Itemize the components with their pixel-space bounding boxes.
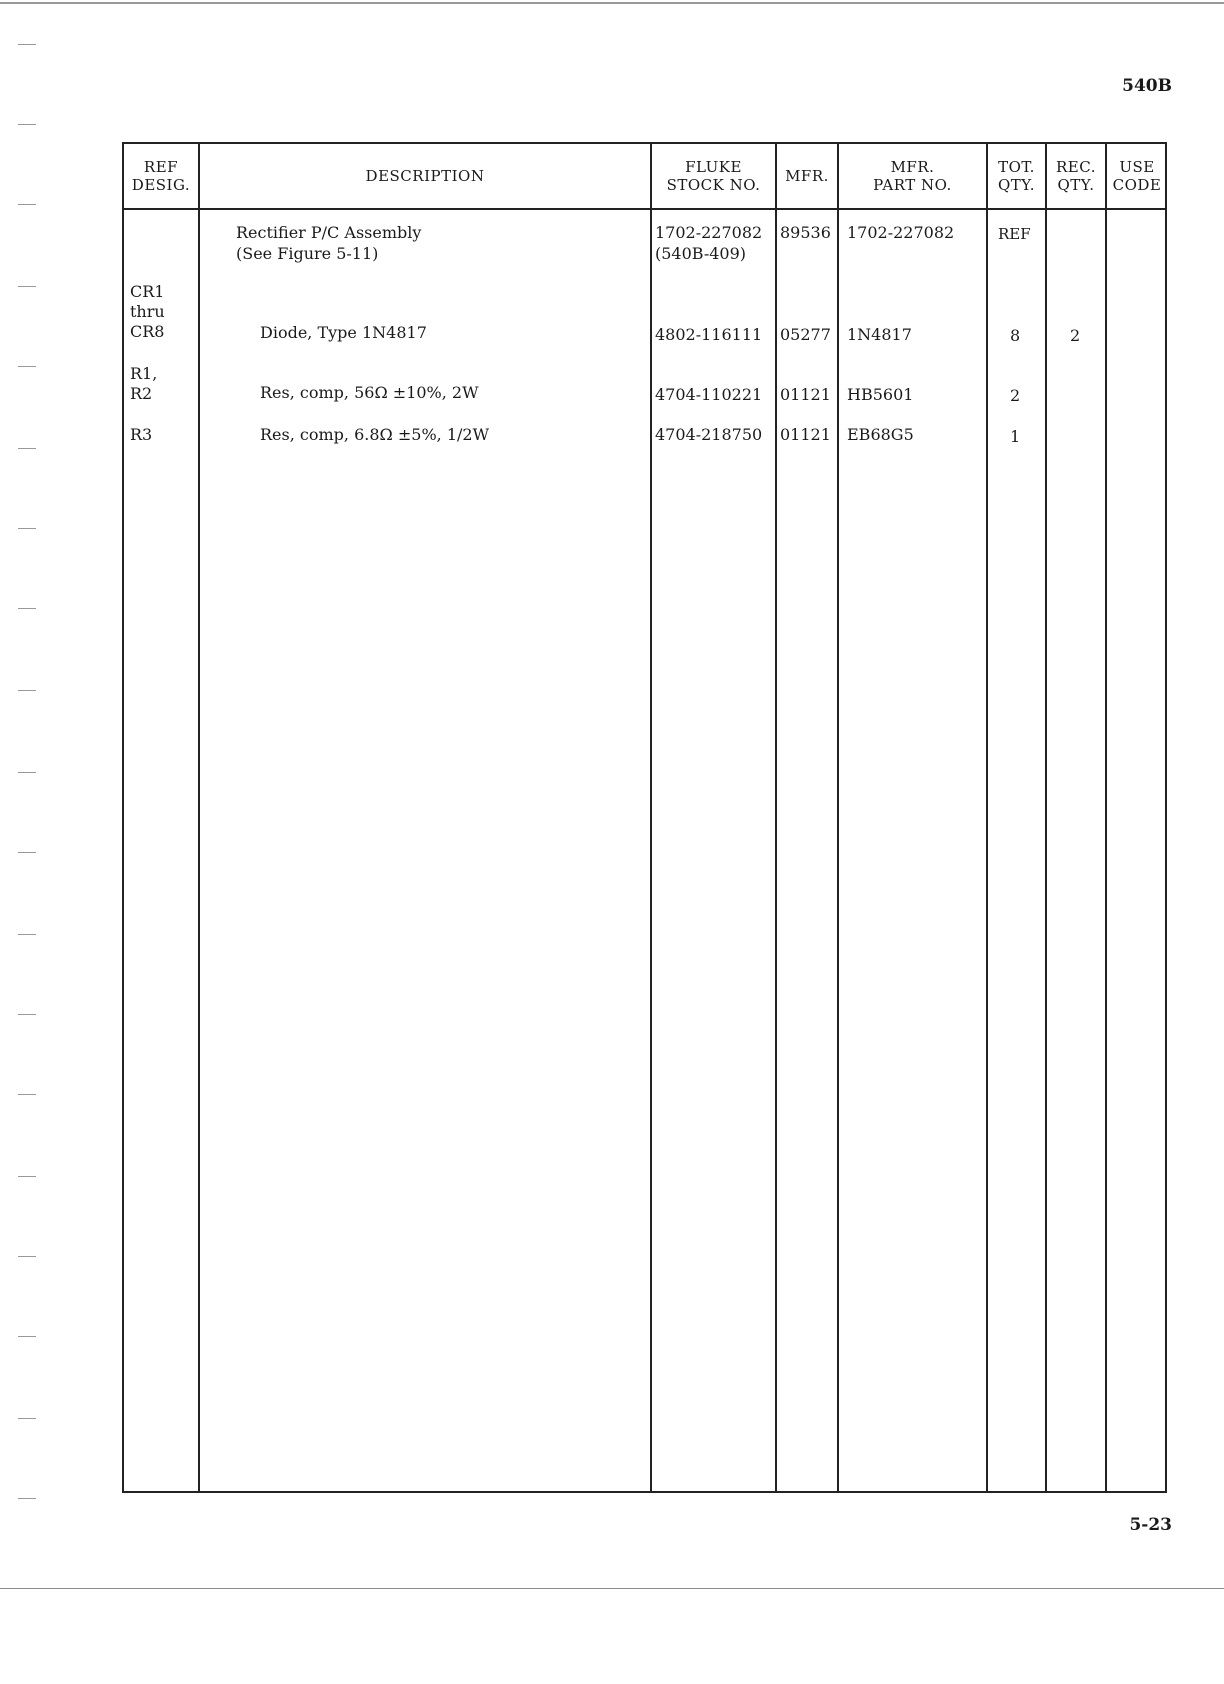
header-description — [200, 144, 650, 208]
margin-tick — [18, 690, 36, 691]
header-stock-no-line: STOCK NO. — [666, 176, 761, 194]
margin-tick — [18, 124, 36, 125]
margin-tick — [18, 1336, 36, 1337]
part-no-cell: EB68G5 — [847, 425, 914, 444]
bottom-rule — [0, 1588, 1224, 1589]
margin-tick — [18, 1176, 36, 1177]
mfr-cell: 05277 — [780, 325, 831, 344]
header-stock-no — [652, 144, 775, 208]
header-description-line: DESCRIPTION — [365, 167, 485, 185]
stock-no-cell: 4802-116111 — [655, 325, 763, 344]
margin-tick — [18, 1256, 36, 1257]
header-tot-qty — [988, 144, 1045, 208]
margin-tick — [18, 1498, 36, 1499]
margin-tick — [18, 366, 36, 367]
header-tot-qty-line: TOT. — [998, 158, 1035, 176]
tot-qty-cell: REF — [998, 225, 1031, 243]
part-no-cell: 1702-227082 — [847, 223, 955, 242]
column-divider — [775, 144, 777, 1491]
header-use-code-line: CODE — [1112, 176, 1162, 194]
top-rule — [0, 2, 1224, 4]
header-rec-qty-line: REC. — [1056, 158, 1096, 176]
header-use-code — [1107, 144, 1167, 208]
header-part-no — [839, 144, 986, 208]
part-no-cell: HB5601 — [847, 385, 914, 404]
margin-tick — [18, 286, 36, 287]
column-divider — [650, 144, 652, 1491]
margin-tick — [18, 772, 36, 773]
column-divider — [1105, 144, 1107, 1491]
mfr-cell: 89536 — [780, 223, 831, 242]
margin-tick — [18, 1418, 36, 1419]
ref-desig-line: CR8 — [130, 322, 165, 341]
description-cell: Diode, Type 1N4817 — [260, 323, 427, 342]
column-divider — [1045, 144, 1047, 1491]
margin-tick — [18, 1014, 36, 1015]
model-number: 540B — [1122, 76, 1172, 96]
margin-tick — [18, 852, 36, 853]
column-divider — [198, 144, 200, 1491]
tot-qty-cell: 2 — [1010, 386, 1021, 405]
page-number: 5-23 — [1129, 1515, 1172, 1535]
column-divider — [986, 144, 988, 1491]
ref-desig-cell — [130, 282, 165, 342]
stock-no-cell: 4704-110221 — [655, 385, 763, 404]
tot-qty-cell: 8 — [1010, 326, 1021, 345]
header-ref-desig-line: DESIG. — [131, 176, 191, 194]
description-cell: Res, comp, 56Ω ±10%, 2W — [260, 383, 479, 402]
description-cell — [236, 222, 421, 264]
stock-no-line: (540B-409) — [655, 244, 747, 263]
header-tot-qty-line: QTY. — [997, 176, 1036, 194]
header-part-no-line: PART NO. — [873, 176, 952, 194]
description-line: Rectifier P/C Assembly — [236, 223, 422, 242]
mfr-cell: 01121 — [780, 385, 831, 404]
margin-tick — [18, 204, 36, 205]
header-ref-desig-line: REF — [143, 158, 179, 176]
tot-qty-cell: 1 — [1010, 427, 1021, 446]
header-mfr-line: MFR. — [785, 167, 829, 185]
stock-no-cell: 4704-218750 — [655, 425, 763, 444]
margin-tick — [18, 44, 36, 45]
description-cell: Res, comp, 6.8Ω ±5%, 1/2W — [260, 425, 490, 444]
margin-tick — [18, 934, 36, 935]
mfr-cell: 01121 — [780, 425, 831, 444]
header-part-no-line: MFR. — [890, 158, 935, 176]
ref-desig-cell: R3 — [130, 425, 153, 444]
ref-desig-line: R2 — [130, 384, 153, 403]
ref-desig-line: thru — [130, 302, 165, 321]
header-stock-no-line: FLUKE — [685, 158, 742, 176]
header-rec-qty-line: QTY. — [1057, 176, 1095, 194]
stock-no-cell — [655, 222, 762, 264]
part-no-cell: 1N4817 — [847, 325, 912, 344]
header-mfr — [777, 144, 837, 208]
margin-tick — [18, 528, 36, 529]
stock-no-line: 1702-227082 — [655, 223, 763, 242]
margin-tick — [18, 448, 36, 449]
header-divider — [124, 208, 1165, 210]
margin-tick — [18, 608, 36, 609]
rec-qty-cell: 2 — [1070, 326, 1081, 345]
column-divider — [837, 144, 839, 1491]
ref-desig-line: R1, — [130, 364, 158, 383]
header-use-code-line: USE — [1119, 158, 1155, 176]
ref-desig-cell — [130, 364, 157, 404]
header-rec-qty — [1047, 144, 1105, 208]
header-ref-desig — [124, 144, 198, 208]
ref-desig-line: CR1 — [130, 282, 165, 301]
margin-tick — [18, 1094, 36, 1095]
parts-list-table — [122, 142, 1167, 1493]
description-line: (See Figure 5-11) — [236, 244, 379, 263]
